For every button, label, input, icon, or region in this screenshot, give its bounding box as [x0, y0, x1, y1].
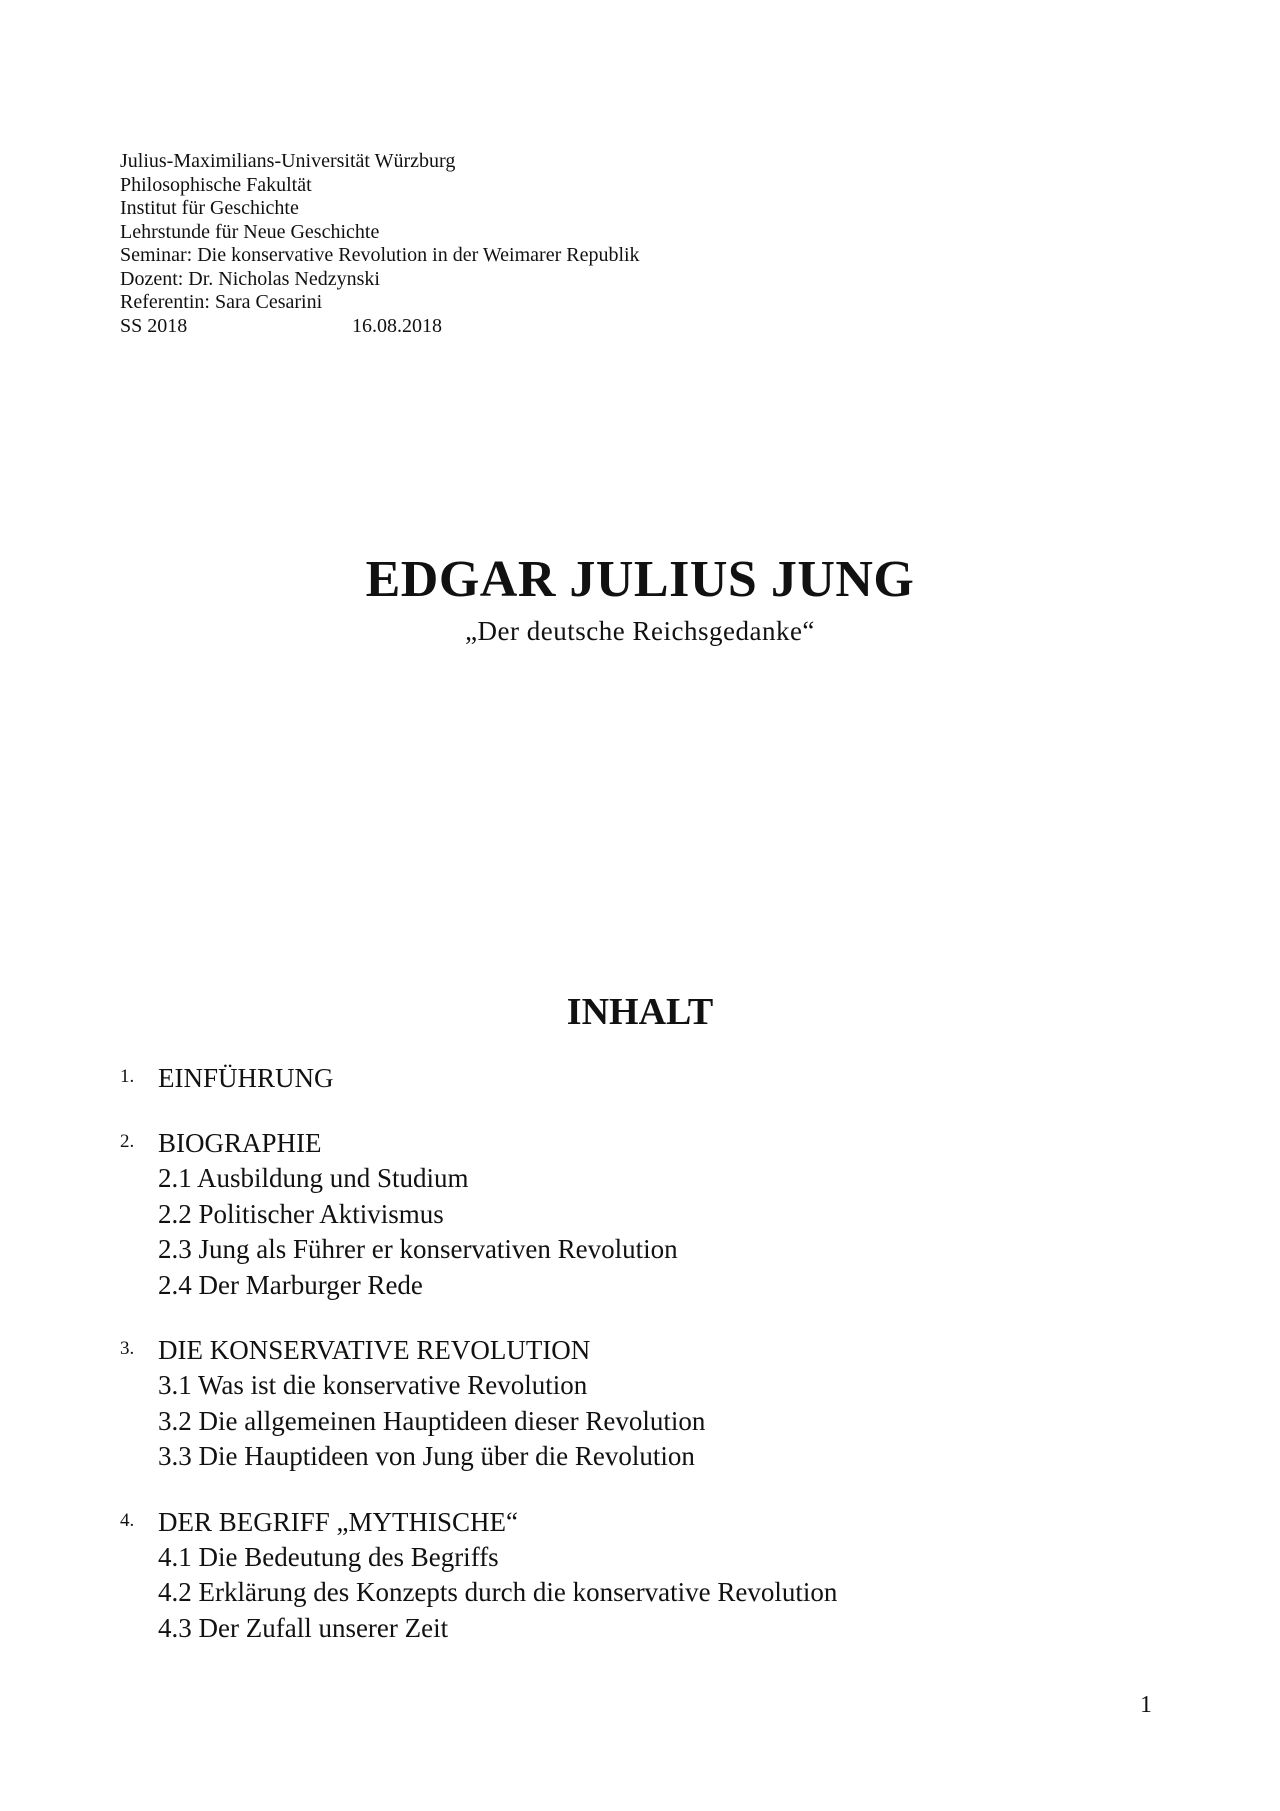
toc-subsection: 4.1 Die Bedeutung des Begriffs: [158, 1541, 499, 1572]
chapter-title: EINFÜHRUNG: [158, 1063, 334, 1093]
semester-label: SS 2018: [120, 314, 188, 337]
chapter-title: DIE KONSERVATIVE REVOLUTION: [158, 1335, 591, 1365]
speaker-name: Referentin: Sara Cesarini: [120, 291, 323, 313]
toc-subsection: 3.1 Was ist die konservative Revolution: [158, 1370, 588, 1400]
toc-chapter-3: [120, 1332, 1160, 1475]
toc-subsection: 2.1 Ausbildung und Studium: [158, 1163, 469, 1193]
chapter-title: BIOGRAPHIE: [158, 1128, 322, 1158]
toc-subsection: 3.2 Die allgemeinen Hauptideen dieser Revolution: [158, 1405, 706, 1436]
chapter-title: DER BEGRIFF „MYTHISCHE“: [158, 1506, 519, 1537]
toc-subsection: 3.3 Die Hauptideen von Jung über die Revolution: [158, 1441, 695, 1471]
table-of-contents: [120, 1060, 1160, 1675]
document-title: EDGAR JULIUS JUNG: [365, 551, 915, 608]
document-subtitle: „Der deutsche Reichsgedanke“: [465, 616, 815, 646]
semester-date-row: [120, 315, 640, 339]
chapter-number: 4.: [120, 1509, 135, 1531]
toc-subsection: 4.2 Erklärung des Konzepts durch die konservative Revolution: [158, 1577, 838, 1607]
toc-subsection: 2.3 Jung als Führer er konservativen Revolution: [158, 1234, 678, 1264]
page-number: 1: [1140, 1692, 1152, 1718]
chapter-number: 1.: [120, 1066, 135, 1087]
institute-name: Institut für Geschichte: [120, 197, 299, 219]
toc-subsection: 2.4 Der Marburger Rede: [158, 1269, 423, 1300]
faculty-name: Philosophische Fakultät: [120, 173, 312, 196]
toc-chapter-2: [120, 1125, 1160, 1303]
chapter-number: 3.: [120, 1338, 135, 1359]
toc-heading: INHALT: [566, 991, 714, 1033]
header-block: [120, 150, 640, 338]
chair-name: Lehrstunde für Neue Geschichte: [120, 220, 380, 243]
lecturer-name: Dozent: Dr. Nicholas Nedzynski: [120, 267, 380, 290]
chapter-number: 2.: [120, 1131, 135, 1152]
seminar-title: Seminar: Die konservative Revolution in der Weimarer Republik: [120, 244, 640, 266]
toc-subsection: 4.3 Der Zufall unserer Zeit: [158, 1612, 449, 1643]
toc-chapter-4: [120, 1504, 1160, 1647]
university-name: Julius-Maximilians-Universität Würzburg: [120, 150, 456, 172]
date-label: 16.08.2018: [352, 314, 442, 337]
toc-subsection: 2.2 Politischer Aktivismus: [158, 1198, 444, 1229]
toc-chapter-1: [120, 1060, 1160, 1096]
